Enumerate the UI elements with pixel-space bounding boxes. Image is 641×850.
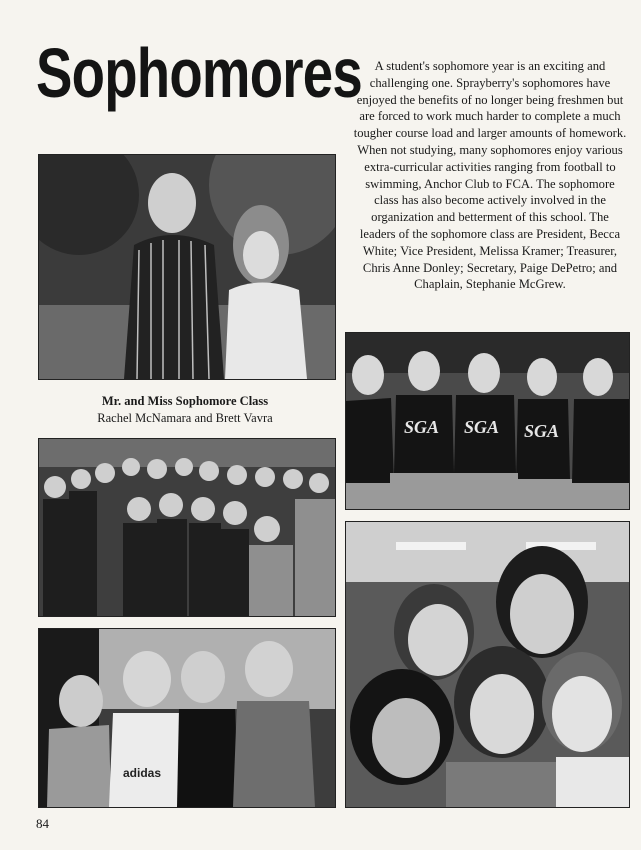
page-title: Sophomores [36, 34, 362, 112]
intro-paragraph: A student's sophomore year is an exciting and challenging one. Sprayberry's sophomores have enjoyed the benefits of no longer being freshmen but are forced to work much harder to complete a much tougher course load and larger amounts of homework. When not studying, many sophomores enjoy various extra-curricular activities ranging from football to swimming, Anchor Club to FCA. The sophomore class has also become actively involved in the organization and betterment of this school. The leaders of the sophomore class are President, Becca White; Vice President, Melissa Kramer; Treasurer, Chris Anne Donley; Secretary, Paige DePetro; and Chaplain, Stephanie McGrew. [353, 59, 627, 292]
page-number: 84 [36, 816, 49, 831]
photo-sophomore-crowd [38, 438, 336, 617]
sga-shirt-text-2: SGA [464, 417, 500, 437]
photo-sga-group [345, 332, 630, 510]
sga-shirt-text-1: SGA [404, 417, 440, 437]
photo-girls-closeup [345, 521, 630, 808]
photo-four-friends [38, 628, 336, 808]
photo-caption [36, 393, 334, 427]
shirt-logo-text: adidas [123, 766, 162, 780]
photo-mr-miss-sophomore [38, 154, 336, 380]
caption-title: Mr. and Miss Sophomore Class [101, 394, 269, 408]
sga-shirt-text-3: SGA [524, 421, 560, 441]
caption-names: Rachel McNamara and Brett Vavra [97, 411, 273, 425]
